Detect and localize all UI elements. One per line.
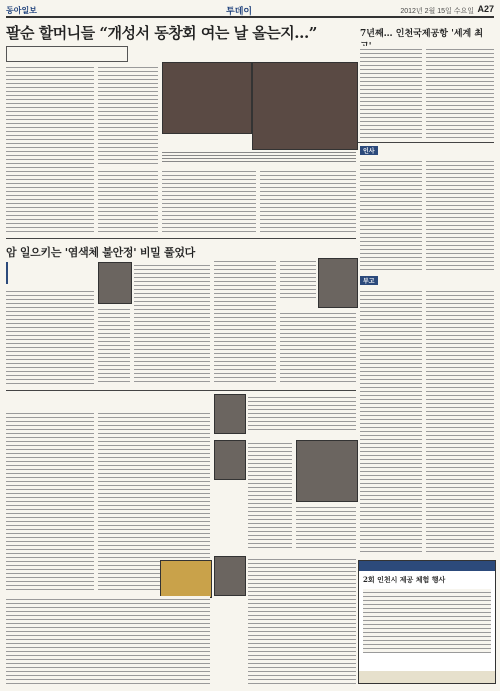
issue-date: 2012년 2월 15일 수요일 xyxy=(400,8,474,15)
ad-header-bar xyxy=(359,561,495,571)
obituary-section-label: 부고 xyxy=(360,276,378,285)
page-number: A27 xyxy=(477,4,494,14)
interview-text-col3 xyxy=(280,310,356,384)
person-photo-2 xyxy=(214,440,246,480)
interview-text-col2 xyxy=(280,258,316,298)
section-title: 투데이 xyxy=(226,6,253,16)
airport-text-col2 xyxy=(426,46,494,138)
cancer-subhead xyxy=(6,262,88,284)
interview-text-col1 xyxy=(214,258,276,384)
person-photo-4 xyxy=(214,556,246,596)
person-photo-1 xyxy=(214,394,246,434)
ad-title: 2회 인천시 제공 체험 행사 xyxy=(363,575,446,584)
cancer-text-col2 xyxy=(134,262,210,384)
main-story-text-col1 xyxy=(6,64,94,232)
main-story-text-col2 xyxy=(98,64,158,164)
person-text-2 xyxy=(248,440,292,550)
event-advertisement[interactable] xyxy=(358,560,496,684)
people-section-label: 인사 xyxy=(360,146,378,155)
person-text-1 xyxy=(248,394,356,432)
newspaper-logo: 동아일보 xyxy=(6,6,37,15)
cancer-text-col1 xyxy=(6,288,94,384)
main-photo-caption xyxy=(162,150,356,164)
person-text-3 xyxy=(296,504,356,550)
main-headline: 팔순 할머니들 “개성서 동창회 여는 날 올는지…” xyxy=(6,24,317,42)
bottom-left-text xyxy=(6,596,210,686)
person-photo-3 xyxy=(296,440,358,502)
main-photo-2 xyxy=(252,62,358,150)
divider xyxy=(358,142,494,143)
book-cover xyxy=(160,560,212,598)
cancer-headline: 암 일으키는 '염색체 불안정' 비밀 풀었다 xyxy=(6,246,195,259)
airport-text-col1 xyxy=(360,46,422,138)
bottom-middle-text xyxy=(248,556,356,686)
interviewee-portrait xyxy=(318,258,358,308)
main-photo-1 xyxy=(162,62,252,134)
main-story-text-col3 xyxy=(98,168,158,232)
ad-footer xyxy=(359,671,495,683)
lower-left-text-col1 xyxy=(6,410,94,590)
people-text-col2 xyxy=(426,158,494,270)
cancer-text-col3 xyxy=(98,306,130,384)
interview-headline xyxy=(214,244,354,254)
main-subhead-box xyxy=(6,46,128,62)
divider xyxy=(6,238,356,239)
lower-left-headline xyxy=(6,394,206,404)
airport-headline: 7년째… 인천국제공항 '세계 최 xyxy=(360,29,484,39)
obituary-text-col1 xyxy=(360,288,422,554)
main-story-text-col5 xyxy=(260,168,356,232)
obituary-text-col2 xyxy=(426,288,494,554)
ad-text xyxy=(363,589,491,653)
divider xyxy=(6,390,356,391)
main-story-text-col4 xyxy=(162,168,256,232)
people-text-col1 xyxy=(360,158,422,270)
researcher-portrait xyxy=(98,262,132,304)
